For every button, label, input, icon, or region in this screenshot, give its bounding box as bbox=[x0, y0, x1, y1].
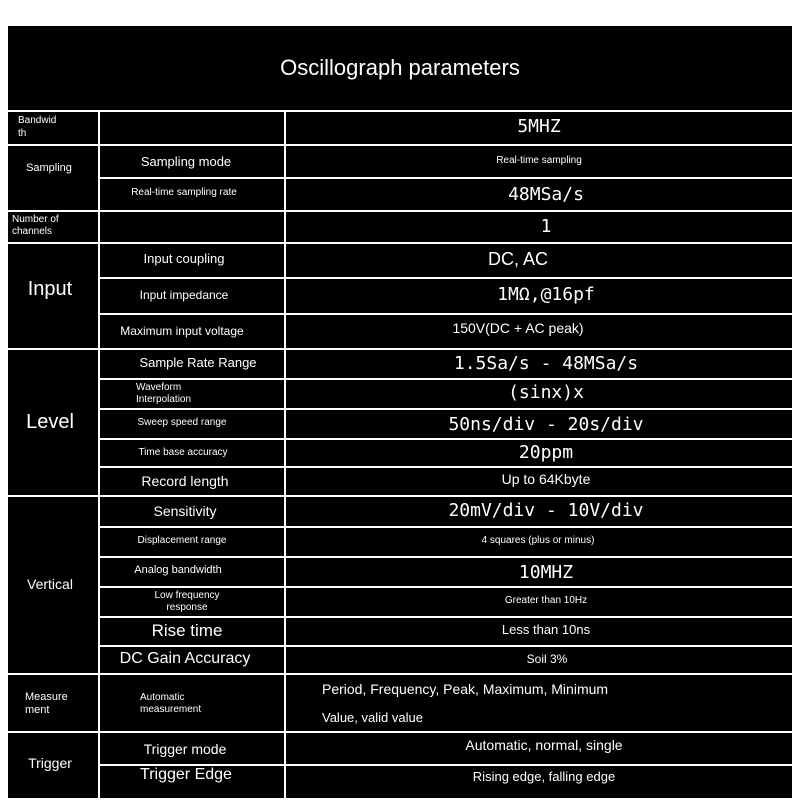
group-label-level: Level bbox=[26, 411, 74, 433]
record-length-value: Up to 64Kbyte bbox=[501, 471, 591, 487]
row-divider bbox=[100, 616, 792, 618]
time-base-accuracy-label: Time base accuracy bbox=[138, 447, 228, 458]
input-coupling-value: DC, AC bbox=[487, 249, 548, 269]
sweep-speed-range-label: Sweep speed range bbox=[137, 417, 227, 428]
automatic-measurement-value-line2: Value, valid value bbox=[322, 710, 423, 725]
trigger-edge-value: Rising edge, falling edge bbox=[472, 769, 616, 784]
group-label-channels: Number of channels bbox=[12, 214, 59, 237]
group-label-input: Input bbox=[27, 278, 73, 300]
analog-bandwidth-label: Analog bandwidth bbox=[134, 564, 222, 576]
sensitivity-label: Sensitivity bbox=[153, 503, 217, 519]
row-divider bbox=[100, 586, 792, 588]
low-frequency-response-value: Greater than 10Hz bbox=[504, 595, 588, 606]
rise-time-value: Less than 10ns bbox=[501, 622, 591, 637]
automatic-measurement-label: Automatic measurement bbox=[140, 692, 202, 715]
displacement-range-value: 4 squares (plus or minus) bbox=[481, 535, 595, 546]
channels-value: 1 bbox=[540, 216, 552, 237]
analog-bandwidth-value: 10MHZ bbox=[518, 562, 574, 583]
sampling-rate-value: 48MSa/s bbox=[508, 184, 584, 205]
trigger-mode-label: Trigger mode bbox=[143, 741, 227, 757]
row-divider bbox=[8, 348, 792, 350]
automatic-measurement-value-line1: Period, Frequency, Peak, Maximum, Minimum bbox=[322, 681, 609, 697]
rise-time-label: Rise time bbox=[151, 621, 223, 640]
sample-rate-range-value: 1.5Sa/s - 48MSa/s bbox=[453, 353, 639, 374]
displacement-range-label: Displacement range bbox=[137, 535, 227, 546]
trigger-edge-label: Trigger Edge bbox=[140, 766, 232, 783]
group-label-bandwidth: Bandwid th bbox=[18, 115, 57, 139]
row-divider bbox=[8, 110, 792, 112]
group-label-vertical: Vertical bbox=[27, 576, 73, 592]
page-title: Oscillograph parameters bbox=[8, 26, 792, 110]
max-input-voltage-label: Maximum input voltage bbox=[120, 324, 244, 338]
sweep-speed-range-value: 50ns/div - 20s/div bbox=[448, 414, 644, 435]
input-impedance-label: Input impedance bbox=[139, 288, 229, 302]
row-divider bbox=[100, 313, 792, 315]
trigger-mode-value: Automatic, normal, single bbox=[465, 737, 623, 753]
row-divider bbox=[8, 495, 792, 497]
row-divider bbox=[100, 556, 792, 558]
record-length-label: Record length bbox=[141, 473, 229, 489]
row-divider bbox=[100, 378, 792, 380]
row-divider bbox=[100, 526, 792, 528]
input-impedance-value: 1MΩ,@16pf bbox=[497, 284, 595, 305]
waveform-interpolation-label: Waveform Interpolation bbox=[136, 382, 192, 405]
row-divider bbox=[8, 144, 792, 146]
group-label-sampling: Sampling bbox=[26, 162, 72, 174]
low-frequency-response-label: Low frequency response bbox=[154, 590, 220, 613]
bandwidth-value: 5MHZ bbox=[517, 116, 561, 137]
sample-rate-range-label: Sample Rate Range bbox=[139, 355, 257, 370]
sampling-mode-value: Real-time sampling bbox=[496, 155, 582, 166]
row-divider bbox=[100, 277, 792, 279]
time-base-accuracy-value: 20ppm bbox=[518, 442, 574, 463]
row-divider bbox=[100, 645, 792, 647]
sensitivity-value: 20mV/div - 10V/div bbox=[448, 500, 644, 521]
dc-gain-accuracy-value: Soil 3% bbox=[526, 652, 568, 666]
row-divider bbox=[8, 210, 792, 212]
row-divider bbox=[100, 438, 792, 440]
waveform-interpolation-value: (sinx)x bbox=[508, 382, 584, 403]
sampling-mode-label: Sampling mode bbox=[140, 154, 232, 169]
group-label-measurement: Measure ment bbox=[25, 691, 68, 716]
row-divider bbox=[8, 242, 792, 244]
input-coupling-label: Input coupling bbox=[143, 251, 225, 266]
row-divider bbox=[8, 673, 792, 675]
dc-gain-accuracy-label: DC Gain Accuracy bbox=[119, 650, 251, 667]
group-label-trigger: Trigger bbox=[28, 755, 72, 771]
row-divider bbox=[100, 408, 792, 410]
row-divider bbox=[100, 177, 792, 179]
row-divider bbox=[8, 731, 792, 733]
max-input-voltage-value: 150V(DC + AC peak) bbox=[452, 320, 584, 336]
sampling-rate-label: Real-time sampling rate bbox=[131, 187, 237, 198]
row-divider bbox=[100, 466, 792, 468]
